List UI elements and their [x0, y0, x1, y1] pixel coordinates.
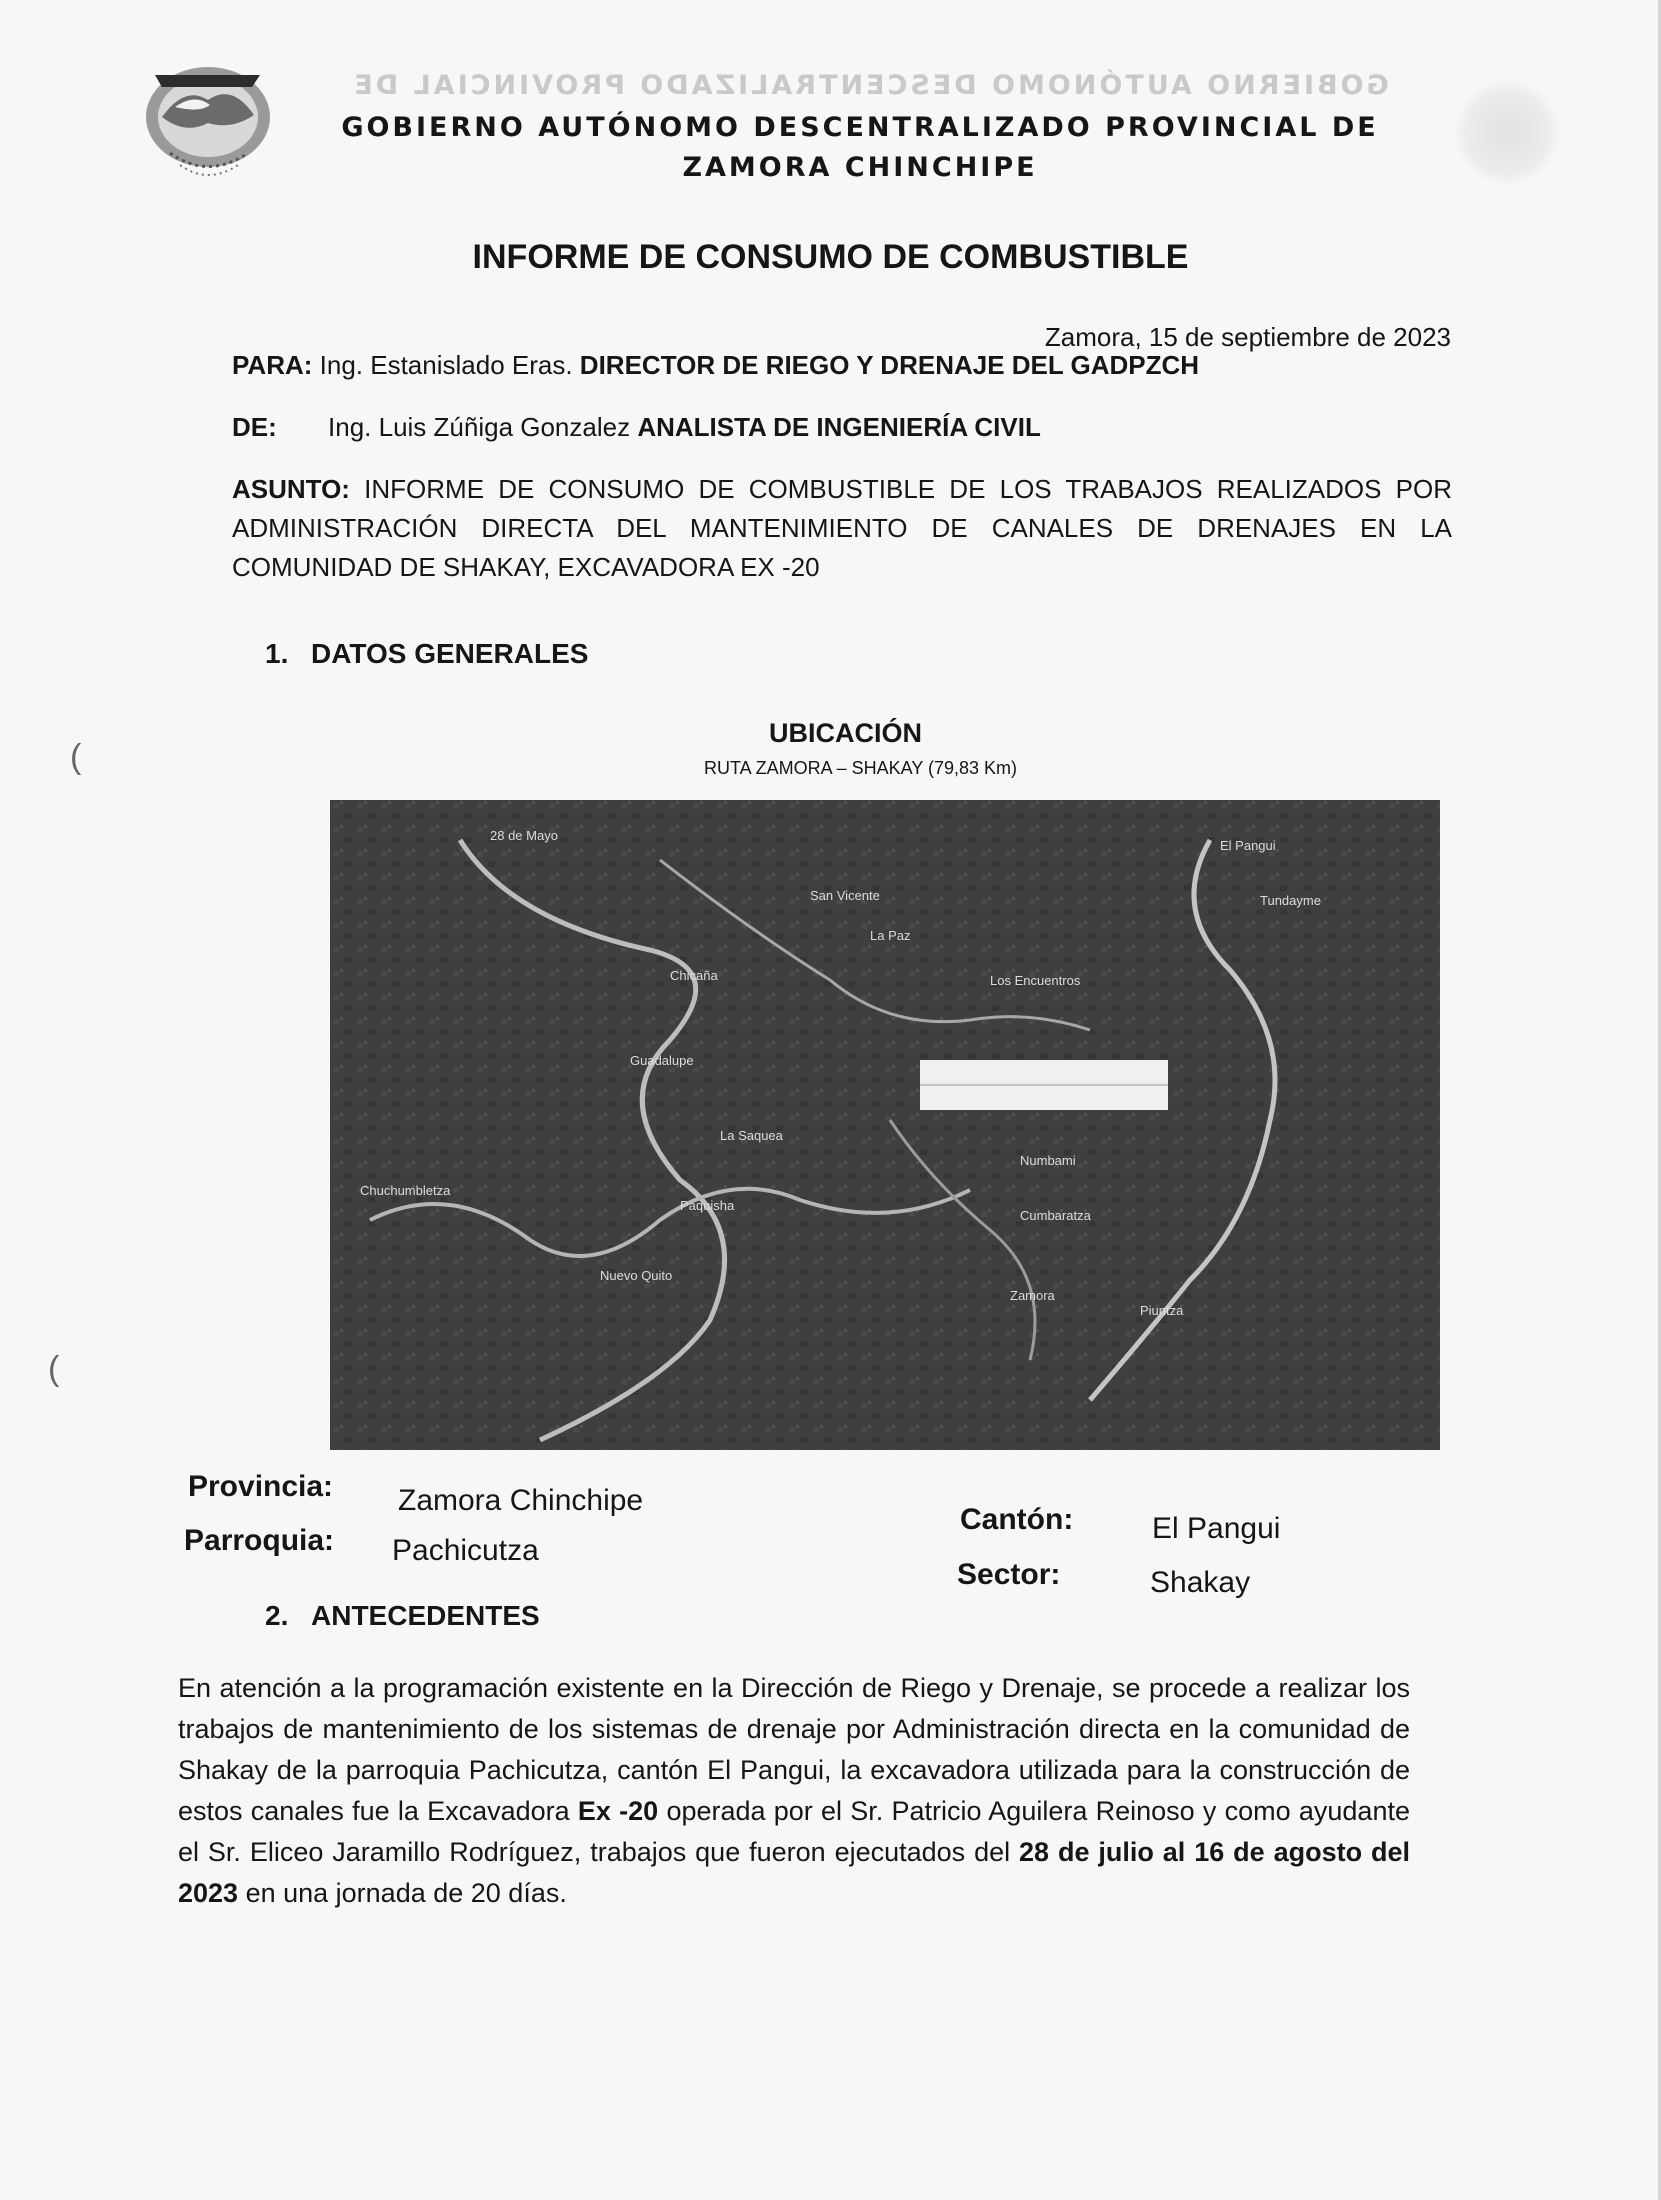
pen-mark: (: [48, 1350, 60, 1388]
provincia-value: Zamora Chinchipe: [398, 1484, 644, 1517]
map-title: UBICACIÓN: [769, 718, 922, 748]
sender-line: [232, 412, 1041, 443]
map-label: La Saquea: [720, 1128, 783, 1143]
section-title: ANTECEDENTES: [311, 1600, 540, 1631]
antecedentes-paragraph: En atención a la programación existente en la Dirección de Riego y Drenaje, se procede a realizar los trabajos de mantenimiento de los sistemas de drenaje por Administración directa en la comunidad de Shakay de la parroquia Pachicutza, cantón El Pangui, la excavadora utilizada para la construcción de estos canales fue la Excavadora Ex -20 operada por el Sr. Patricio Aguilera Reinoso y como ayudante el Sr. Eliceo Jaramillo Rodríguez, trabajos que fueron ejecutados del 28 de julio al 16 de agosto del 2023 en una jornada de 20 días.: [178, 1673, 1410, 1908]
map-label: Piuntza: [1140, 1303, 1184, 1318]
provincia-label: Provincia:: [188, 1470, 334, 1503]
para-name: Ing. Estanislado Eras.: [319, 350, 573, 380]
provincial-seal-icon: [140, 55, 290, 195]
para-label: PARA:: [232, 350, 313, 380]
section-antecedentes: [265, 1600, 540, 1632]
de-role: ANALISTA DE INGENIERÍA CIVIL: [637, 412, 1041, 442]
de-name: Ing. Luis Zúñiga Gonzalez: [328, 412, 631, 442]
map-label: La Paz: [870, 928, 911, 943]
asunto-label: ASUNTO:: [232, 474, 350, 504]
recipient-line: [232, 350, 1199, 381]
section-number: 1.: [265, 638, 289, 669]
para-role: DIRECTOR DE RIEGO Y DRENAJE DEL GADPZCH: [579, 350, 1200, 380]
pen-mark: (: [70, 738, 82, 776]
work-dates: 28 de julio al 16 de agosto del 2023: [178, 1837, 1410, 1908]
map-label: Paquisha: [680, 1198, 735, 1213]
de-label: DE:: [232, 412, 277, 442]
sector-label: Sector:: [957, 1558, 1061, 1591]
asunto-text: INFORME DE CONSUMO DE COMBUSTIBLE DE LOS TRABAJOS REALIZADOS POR ADMINISTRACIÓN DIRECTA DEL MANTENIMIENTO DE CANALES DE DRENAJES EN LA COMUNIDAD DE SHAKAY, EXCAVADORA EX -20: [232, 474, 1452, 582]
map-label: Tundayme: [1260, 893, 1321, 908]
map-label: 28 de Mayo: [490, 828, 558, 843]
map-label: San Vicente: [810, 888, 880, 903]
map-label: Zamora: [1010, 1288, 1055, 1303]
map-label: Los Encuentros: [990, 973, 1081, 988]
map-subtitle: RUTA ZAMORA – SHAKAY (79,83 Km): [703, 758, 1018, 778]
section-number: 2.: [265, 1600, 289, 1631]
bleed-through-seal: [1455, 80, 1560, 185]
map-label: Guadalupe: [630, 1053, 694, 1068]
canton-value: El Pangui: [1152, 1512, 1281, 1545]
bleed-through-text: GOBIERNO AUTÓNOMO DESCENTRALIZADO PROVINCIAL DE: [351, 70, 1389, 101]
parroquia-value: Pachicutza: [392, 1534, 539, 1567]
canton-label: Cantón:: [960, 1503, 1074, 1536]
section-datos-generales: [265, 638, 588, 670]
map-label: Numbami: [1020, 1153, 1076, 1168]
parroquia-label: Parroquia:: [184, 1524, 335, 1557]
document-date: Zamora, 15 de septiembre de 2023: [1044, 322, 1451, 352]
map-label: Nuevo Quito: [600, 1268, 673, 1283]
map-label: Chicaña: [670, 968, 718, 983]
map-label: Cumbaratza: [1020, 1208, 1091, 1223]
machine-name: Ex -20: [577, 1796, 659, 1826]
sector-value: Shakay: [1150, 1566, 1251, 1599]
section-title: DATOS GENERALES: [311, 638, 589, 669]
subject-block: [232, 470, 1452, 587]
document-title: INFORME DE CONSUMO DE COMBUSTIBLE: [472, 238, 1189, 276]
map-label: El Pangui: [1220, 838, 1276, 853]
location-map: [330, 800, 1440, 1450]
org-header: GOBIERNO AUTÓNOMO DESCENTRALIZADO PROVINCIAL DE ZAMORA CHINCHIPE: [341, 112, 1379, 183]
map-label: Chuchumbletza: [360, 1183, 451, 1198]
